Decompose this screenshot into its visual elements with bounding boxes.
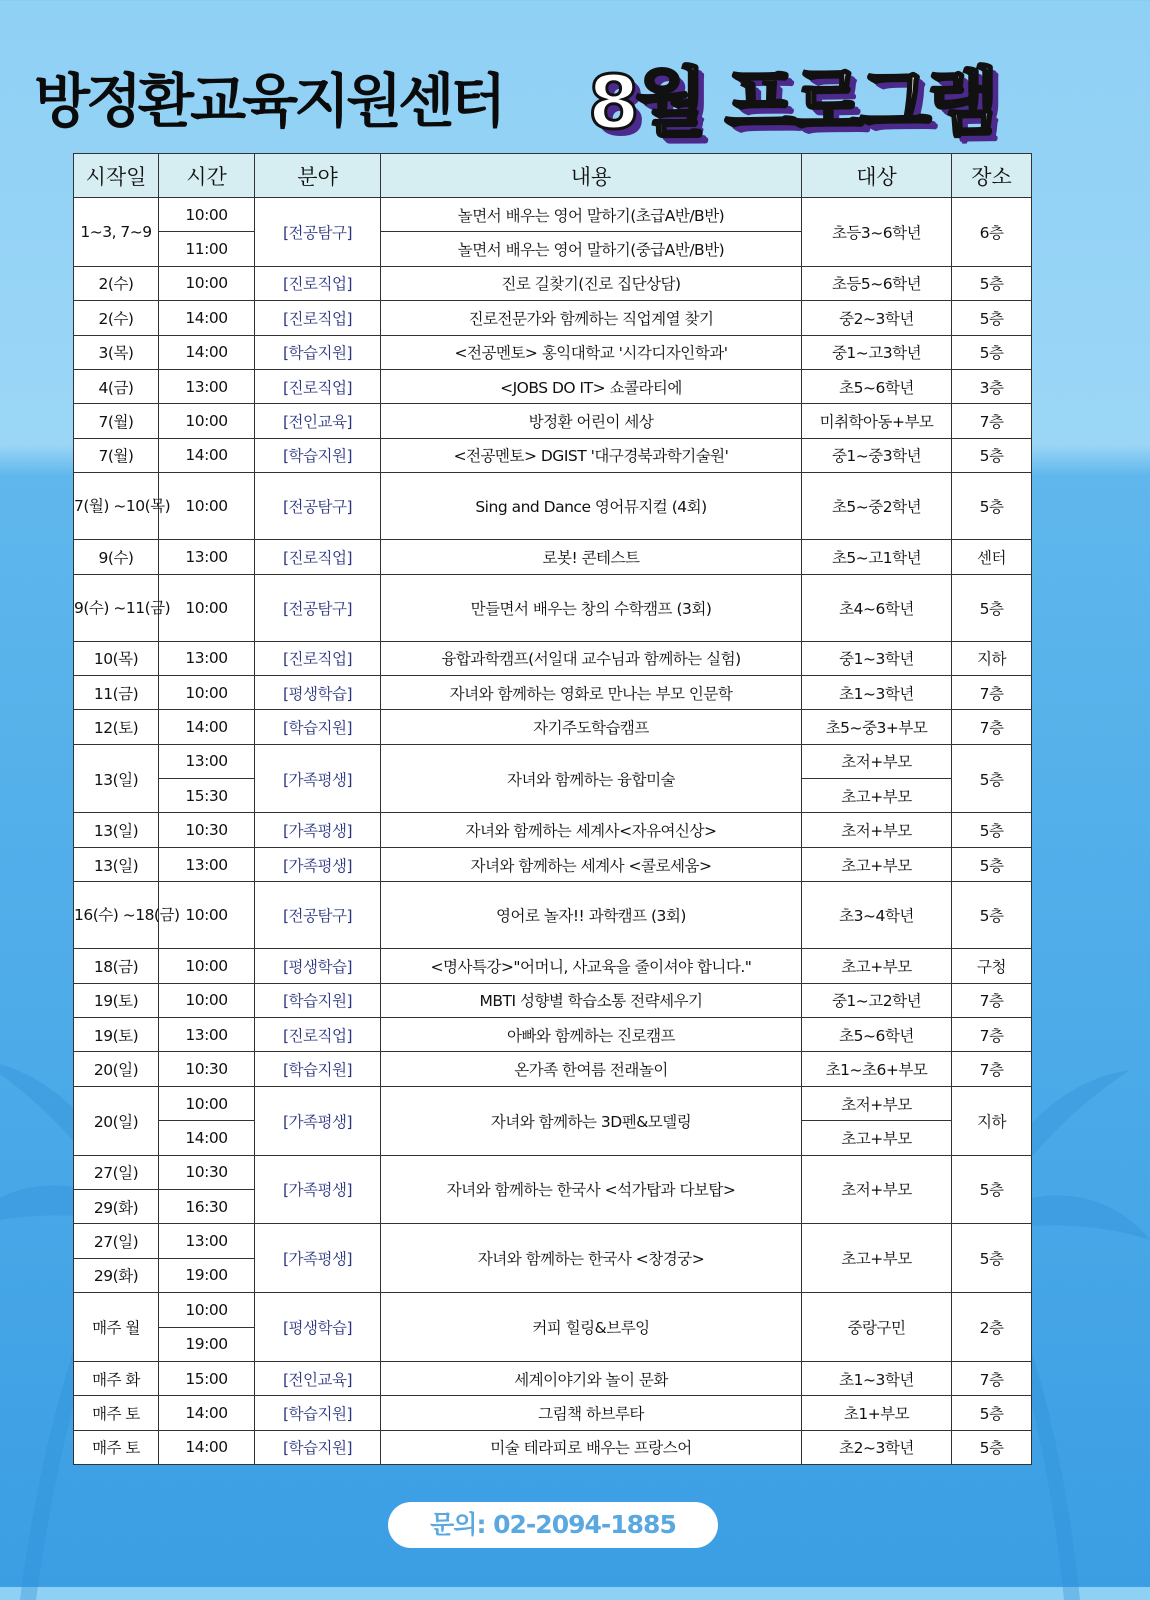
category-cell: [가족평생] (255, 744, 381, 813)
content-cell: MBTI 성향별 학습소통 전략세우기 (381, 983, 802, 1017)
place-cell: 5층 (952, 266, 1032, 300)
date-cell: 3(목) (74, 335, 159, 369)
time-cell: 14:00 (159, 1121, 255, 1155)
target-cell: 초저+부모 (802, 1155, 952, 1224)
category-cell: [진로직업] (255, 266, 381, 300)
content-cell: 자녀와 함께하는 한국사 <석가탑과 다보탑> (381, 1155, 802, 1224)
target-cell: 초3~4학년 (802, 882, 952, 949)
place-cell: 5층 (952, 1224, 1032, 1293)
table-row (74, 266, 1032, 300)
category-cell: [전공탐구] (255, 473, 381, 540)
table-row (74, 1396, 1032, 1430)
target-cell: 초저+부모 (802, 744, 952, 778)
center-name: 방정환교육지원센터 (34, 67, 503, 135)
header-target: 대상 (802, 154, 952, 198)
content-cell: Sing and Dance 영어뮤지컬 (4회) (381, 473, 802, 540)
content-cell: 미술 테라피로 배우는 프랑스어 (381, 1430, 802, 1464)
table-row (74, 404, 1032, 438)
content-cell: 자녀와 함께하는 융합미술 (381, 744, 802, 813)
time-cell: 15:30 (159, 779, 255, 813)
target-cell: 초5~중2학년 (802, 473, 952, 540)
program-month-title: 8월 프로그램 (588, 60, 995, 146)
date-cell: 16(수) ~18(금) (74, 882, 159, 949)
target-cell: 초고+부모 (802, 847, 952, 881)
date-cell: 매주 화 (74, 1361, 159, 1395)
date-cell: 7(월) ~10(목) (74, 473, 159, 540)
target-cell: 중1~중3학년 (802, 438, 952, 472)
target-cell: 초1~3학년 (802, 675, 952, 709)
target-cell: 초5~6학년 (802, 369, 952, 403)
content-cell: <전공멘토> 홍익대학교 '시각디자인학과' (381, 335, 802, 369)
time-cell: 10:00 (159, 1293, 255, 1327)
table-row (74, 1361, 1032, 1395)
target-cell: 초4~6학년 (802, 574, 952, 641)
date-cell: 20(일) (74, 1086, 159, 1155)
target-cell: 초5~중3+부모 (802, 710, 952, 744)
table-row (74, 1430, 1032, 1464)
place-cell: 지하 (952, 641, 1032, 675)
place-cell: 7층 (952, 710, 1032, 744)
category-cell: [가족평생] (255, 847, 381, 881)
date-cell: 11(금) (74, 675, 159, 709)
date-cell: 매주 월 (74, 1293, 159, 1362)
content-cell: 자녀와 함께하는 세계사 <콜로세움> (381, 847, 802, 881)
table-row (74, 1224, 1032, 1258)
category-cell: [평생학습] (255, 675, 381, 709)
date-cell: 10(목) (74, 641, 159, 675)
category-cell: [평생학습] (255, 949, 381, 983)
content-cell: 자녀와 함께하는 영화로 만나는 부모 인문학 (381, 675, 802, 709)
place-cell: 5층 (952, 1430, 1032, 1464)
date-cell: 27(일) (74, 1155, 159, 1189)
table-row (74, 335, 1032, 369)
table-row (74, 983, 1032, 1017)
table-row (74, 301, 1032, 335)
place-cell: 5층 (952, 847, 1032, 881)
place-cell: 7층 (952, 983, 1032, 1017)
time-cell: 13:00 (159, 1224, 255, 1258)
time-cell: 13:00 (159, 1018, 255, 1052)
table-row (74, 1018, 1032, 1052)
date-cell: 9(수) ~11(금) (74, 574, 159, 641)
date-cell: 매주 토 (74, 1430, 159, 1464)
date-cell: 19(토) (74, 983, 159, 1017)
target-cell: 중랑구민 (802, 1293, 952, 1362)
category-cell: [가족평생] (255, 1224, 381, 1293)
time-cell: 13:00 (159, 369, 255, 403)
table-row (74, 847, 1032, 881)
target-cell: 초저+부모 (802, 813, 952, 847)
place-cell: 5층 (952, 574, 1032, 641)
place-cell: 5층 (952, 1396, 1032, 1430)
time-cell: 11:00 (159, 232, 255, 266)
content-cell: 놀면서 배우는 영어 말하기(초급A반/B반) (381, 198, 802, 232)
place-cell: 2층 (952, 1293, 1032, 1362)
target-cell: 초1+부모 (802, 1396, 952, 1430)
target-cell: 초2~3학년 (802, 1430, 952, 1464)
place-cell: 5층 (952, 473, 1032, 540)
category-cell: [전인교육] (255, 1361, 381, 1395)
content-cell: <명사특강>"어머니, 사교육을 줄이셔야 합니다." (381, 949, 802, 983)
date-cell: 7(월) (74, 438, 159, 472)
date-cell: 12(토) (74, 710, 159, 744)
place-cell: 5층 (952, 813, 1032, 847)
table-row (74, 1155, 1032, 1189)
time-cell: 10:00 (159, 949, 255, 983)
time-cell: 10:00 (159, 198, 255, 232)
date-cell: 2(수) (74, 301, 159, 335)
category-cell: [가족평생] (255, 813, 381, 847)
header-category: 분야 (255, 154, 381, 198)
target-cell: 초5~고1학년 (802, 540, 952, 574)
time-cell: 10:30 (159, 1052, 255, 1086)
table-row (74, 1086, 1032, 1120)
content-cell: 영어로 놀자!! 과학캠프 (3회) (381, 882, 802, 949)
place-cell: 지하 (952, 1086, 1032, 1155)
content-cell: 세계이야기와 놀이 문화 (381, 1361, 802, 1395)
target-cell: 초고+부모 (802, 1224, 952, 1293)
category-cell: [진로직업] (255, 641, 381, 675)
place-cell: 5층 (952, 882, 1032, 949)
table-row (74, 949, 1032, 983)
content-cell: 자기주도학습캠프 (381, 710, 802, 744)
place-cell: 5층 (952, 335, 1032, 369)
date-cell: 2(수) (74, 266, 159, 300)
time-cell: 10:00 (159, 404, 255, 438)
category-cell: [전공탐구] (255, 882, 381, 949)
place-cell: 6층 (952, 198, 1032, 267)
content-cell: 자녀와 함께하는 3D펜&모델링 (381, 1086, 802, 1155)
table-row (74, 882, 1032, 949)
place-cell: 센터 (952, 540, 1032, 574)
category-cell: [학습지원] (255, 438, 381, 472)
category-cell: [전공탐구] (255, 198, 381, 267)
page-title (0, 36, 1123, 146)
category-cell: [진로직업] (255, 540, 381, 574)
content-cell: 자녀와 함께하는 세계사<자유여신상> (381, 813, 802, 847)
category-cell: [학습지원] (255, 983, 381, 1017)
date-cell: 20(일) (74, 1052, 159, 1086)
target-cell: 초1~초6+부모 (802, 1052, 952, 1086)
content-cell: 커피 힐링&브루잉 (381, 1293, 802, 1362)
time-cell: 13:00 (159, 847, 255, 881)
table-row (74, 710, 1032, 744)
target-cell: 초고+부모 (802, 1121, 952, 1155)
category-cell: [진로직업] (255, 369, 381, 403)
category-cell: [학습지원] (255, 1396, 381, 1430)
content-cell: 그림책 하브루타 (381, 1396, 802, 1430)
category-cell: [학습지원] (255, 335, 381, 369)
table-header-row (74, 154, 1032, 198)
target-cell: 초저+부모 (802, 1086, 952, 1120)
category-cell: [평생학습] (255, 1293, 381, 1362)
time-cell: 13:00 (159, 540, 255, 574)
place-cell: 구청 (952, 949, 1032, 983)
table-row (74, 641, 1032, 675)
table-row (74, 473, 1032, 540)
category-cell: [전인교육] (255, 404, 381, 438)
target-cell: 중1~고2학년 (802, 983, 952, 1017)
table-row (74, 198, 1032, 232)
date-cell: 매주 토 (74, 1396, 159, 1430)
time-cell: 14:00 (159, 1396, 255, 1430)
table-row (74, 540, 1032, 574)
category-cell: [전공탐구] (255, 574, 381, 641)
category-cell: [학습지원] (255, 710, 381, 744)
date-cell: 7(월) (74, 404, 159, 438)
time-cell: 10:00 (159, 1086, 255, 1120)
content-cell: <전공멘토> DGIST '대구경북과학기술원' (381, 438, 802, 472)
header-date: 시작일 (74, 154, 159, 198)
header-place: 장소 (952, 154, 1032, 198)
content-cell: 진로 길찾기(진로 집단상담) (381, 266, 802, 300)
place-cell: 7층 (952, 1052, 1032, 1086)
category-cell: [학습지원] (255, 1430, 381, 1464)
content-cell: 자녀와 함께하는 한국사 <창경궁> (381, 1224, 802, 1293)
content-cell: 방정환 어린이 세상 (381, 404, 802, 438)
time-cell: 19:00 (159, 1258, 255, 1292)
date-cell: 4(금) (74, 369, 159, 403)
time-cell: 10:00 (159, 473, 255, 540)
target-cell: 초1~3학년 (802, 1361, 952, 1395)
target-cell: 초등5~6학년 (802, 266, 952, 300)
time-cell: 19:00 (159, 1327, 255, 1361)
table-row (74, 369, 1032, 403)
target-cell: 중2~3학년 (802, 301, 952, 335)
time-cell: 10:00 (159, 882, 255, 949)
target-cell: 미취학아동+부모 (802, 404, 952, 438)
time-cell: 14:00 (159, 438, 255, 472)
content-cell: 진로전문가와 함께하는 직업계열 찾기 (381, 301, 802, 335)
place-cell: 3층 (952, 369, 1032, 403)
time-cell: 10:30 (159, 1155, 255, 1189)
target-cell: 중1~3학년 (802, 641, 952, 675)
table-row (74, 574, 1032, 641)
date-cell: 1~3, 7~9 (74, 198, 159, 267)
content-cell: 로봇! 콘테스트 (381, 540, 802, 574)
target-cell: 초고+부모 (802, 949, 952, 983)
target-cell: 초등3~6학년 (802, 198, 952, 267)
content-cell: 융합과학캠프(서일대 교수님과 함께하는 실험) (381, 641, 802, 675)
date-cell: 19(토) (74, 1018, 159, 1052)
category-cell: [가족평생] (255, 1086, 381, 1155)
place-cell: 5층 (952, 438, 1032, 472)
table-row (74, 744, 1032, 778)
place-cell: 7층 (952, 404, 1032, 438)
table-row (74, 1293, 1032, 1327)
time-cell: 16:30 (159, 1189, 255, 1223)
place-cell: 7층 (952, 1018, 1032, 1052)
content-cell: <JOBS DO IT> 쇼콜라티에 (381, 369, 802, 403)
content-cell: 아빠와 함께하는 진로캠프 (381, 1018, 802, 1052)
time-cell: 10:00 (159, 266, 255, 300)
category-cell: [학습지원] (255, 1052, 381, 1086)
time-cell: 14:00 (159, 335, 255, 369)
place-cell: 5층 (952, 744, 1032, 813)
target-cell: 초고+부모 (802, 779, 952, 813)
time-cell: 13:00 (159, 744, 255, 778)
time-cell: 14:00 (159, 301, 255, 335)
program-table (73, 153, 1032, 1465)
time-cell: 14:00 (159, 710, 255, 744)
time-cell: 10:00 (159, 675, 255, 709)
place-cell: 5층 (952, 301, 1032, 335)
target-cell: 중1~고3학년 (802, 335, 952, 369)
date-cell: 13(일) (74, 813, 159, 847)
date-cell: 29(화) (74, 1258, 159, 1292)
date-cell: 18(금) (74, 949, 159, 983)
time-cell: 10:00 (159, 983, 255, 1017)
place-cell: 7층 (952, 1361, 1032, 1395)
table-row (74, 675, 1032, 709)
date-cell: 29(화) (74, 1189, 159, 1223)
category-cell: [진로직업] (255, 301, 381, 335)
content-cell: 온가족 한여름 전래놀이 (381, 1052, 802, 1086)
header-content: 내용 (381, 154, 802, 198)
place-cell: 7층 (952, 675, 1032, 709)
header-time: 시간 (159, 154, 255, 198)
date-cell: 9(수) (74, 540, 159, 574)
date-cell: 27(일) (74, 1224, 159, 1258)
time-cell: 13:00 (159, 641, 255, 675)
category-cell: [가족평생] (255, 1155, 381, 1224)
table-row (74, 813, 1032, 847)
target-cell: 초5~6학년 (802, 1018, 952, 1052)
content-cell: 만들면서 배우는 창의 수학캠프 (3회) (381, 574, 802, 641)
time-cell: 15:00 (159, 1361, 255, 1395)
table-row (74, 1052, 1032, 1086)
date-cell: 13(일) (74, 847, 159, 881)
contact-phone: 문의: 02-2094-1885 (388, 1502, 718, 1548)
time-cell: 10:00 (159, 574, 255, 641)
content-cell: 놀면서 배우는 영어 말하기(중급A반/B반) (381, 232, 802, 266)
place-cell: 5층 (952, 1155, 1032, 1224)
date-cell: 13(일) (74, 744, 159, 813)
table-row (74, 438, 1032, 472)
time-cell: 14:00 (159, 1430, 255, 1464)
time-cell: 10:30 (159, 813, 255, 847)
category-cell: [진로직업] (255, 1018, 381, 1052)
